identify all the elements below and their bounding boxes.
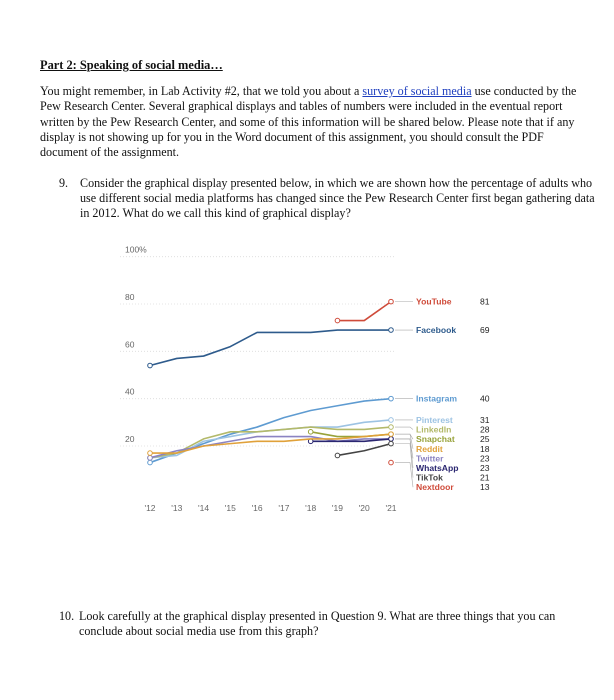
x-tick-label: '14 [198,503,210,513]
x-tick-label: '12 [144,503,156,513]
question-9-number: 9. [59,176,69,190]
data-point-marker [148,460,153,465]
series-name-label: Snapchat [416,434,455,445]
series-linkedin-line [148,425,394,460]
series-label-youtube [395,297,490,307]
y-axis-ticks [125,245,147,444]
x-axis-ticks [144,503,396,513]
y-tick-label: 20 [125,434,135,444]
data-point-marker [389,328,394,333]
series-path [337,302,391,321]
series-value-label: 31 [480,414,490,425]
series-facebook-line [148,328,394,368]
data-point-marker [389,441,394,446]
series-value-label: 23 [480,462,490,473]
data-point-marker [335,318,340,323]
series-path [150,330,391,366]
y-tick-label: 60 [125,339,135,350]
data-point-marker [389,425,394,430]
survey-link[interactable]: survey of social media [362,84,472,98]
y-tick-label: 100% [125,244,147,255]
series-label-facebook [395,325,490,335]
x-tick-label: '17 [278,503,290,513]
series-name-label: Facebook [416,325,457,336]
data-point-marker [389,396,394,401]
series-value-label: 28 [480,424,490,435]
series-value-label: 69 [480,325,490,336]
x-tick-label: '21 [385,503,397,513]
series-name-label: Twitter [416,453,444,464]
series-name-label: Instagram [416,393,458,404]
series-tiktok-line [335,441,393,457]
series-name-label: Pinterest [416,414,453,425]
series-label-linkedin [395,425,490,435]
data-point-marker [389,437,394,442]
y-tick-label: 80 [125,292,135,302]
x-tick-label: '19 [331,503,343,513]
x-tick-label: '18 [305,503,317,513]
series-path [150,437,391,458]
series-nextdoor-line [389,460,394,465]
series-path [337,444,391,456]
series-value-label: 18 [480,443,490,454]
data-point-marker [335,453,340,458]
data-point-marker [389,432,394,437]
data-point-marker [148,363,153,368]
series-name-label: LinkedIn [416,424,452,435]
y-tick-label: 40 [125,386,135,397]
series-label-instagram [395,394,490,404]
label-connector [395,463,413,488]
question-10-number: 10. [59,609,75,623]
question-10 [59,609,594,639]
part-heading: Part 2: Speaking of social media… [40,58,223,72]
question-9-text: Consider the graphical display presented below, in which we are shown how the percentage of adults who use different social media platforms has changed since the Pew Research Center first began gathering data in 2012. What do we call this kind of graphical display? [80,176,595,220]
series-value-label: 40 [480,393,490,404]
series-value-label: 23 [480,453,490,464]
data-point-marker [308,430,313,435]
question-10-text: Look carefully at the graphical display presented in Question 9. What are three things that you can conclude about social media use from this graph? [79,609,556,638]
x-tick-label: '20 [358,503,370,513]
series-value-label: 13 [480,482,490,493]
series-value-label: 21 [480,472,490,483]
series-value-label: 81 [480,296,490,307]
series-label-pinterest [395,415,490,425]
x-tick-label: '16 [251,503,263,513]
series-name-label: TikTok [416,472,443,483]
data-point-marker [389,299,394,304]
x-tick-label: '13 [171,503,183,513]
series-name-label: Nextdoor [416,482,454,493]
series-lines [148,299,394,465]
series-labels [395,297,490,493]
series-name-label: YouTube [416,296,452,307]
grid [120,257,395,446]
series-name-label: WhatsApp [416,462,459,473]
x-tick-label: '15 [224,503,236,513]
series-path [150,427,391,458]
data-point-marker [148,451,153,456]
data-point-marker [389,460,394,465]
series-youtube-line [335,299,393,323]
intro-text-before: You might remember, in Lab Activity #2, that we told you about a [40,84,363,98]
series-name-label: Reddit [416,443,443,454]
data-point-marker [389,418,394,423]
label-connector [395,427,413,430]
intro-text-after: use conducted by the Pew Research Center. Several graphical displays and tables of numbers were included in the eventual report written by the Pew Research Center, and some of this information will be shared below. Please note that if any display is not showing up for you in the Word document of this assignment, you should consult the PDF document of the assignment. [40,84,577,160]
label-connector [395,444,413,478]
data-point-marker [148,456,153,461]
series-value-label: 25 [480,434,490,445]
